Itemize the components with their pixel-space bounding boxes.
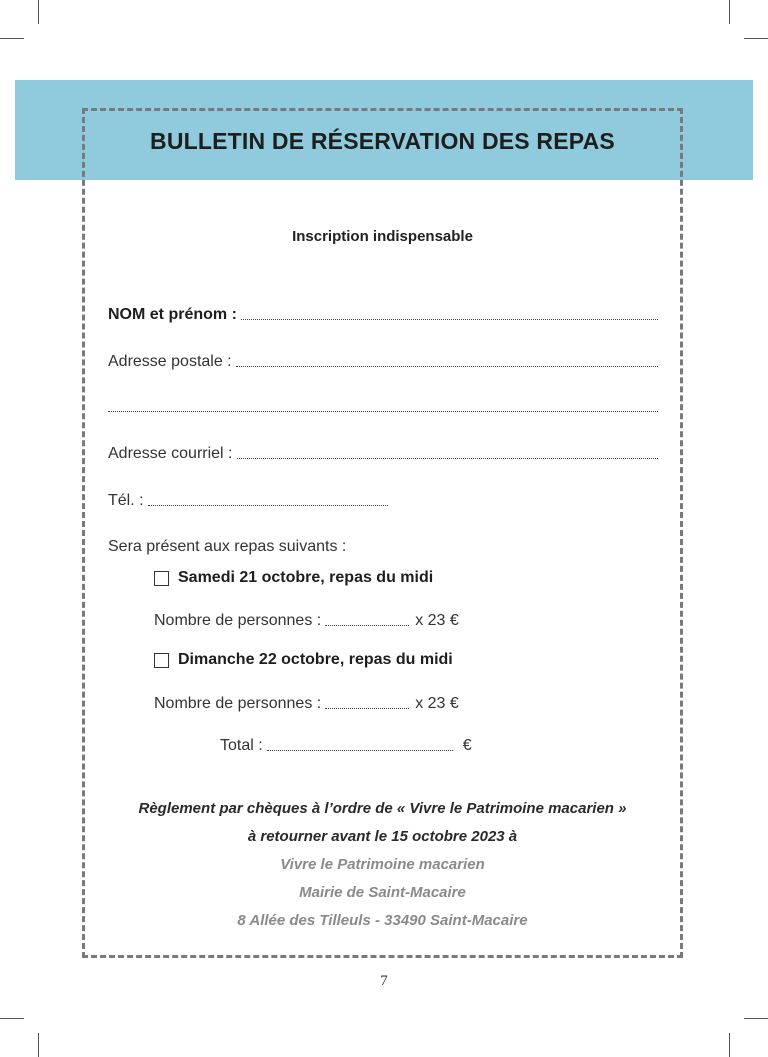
crop-mark	[729, 1033, 730, 1057]
persons-input-line[interactable]	[325, 708, 409, 709]
persons-input-line[interactable]	[325, 625, 409, 626]
address-field[interactable]	[108, 349, 658, 371]
meal-option-sunday[interactable]	[154, 651, 453, 669]
meals-intro: Sera présent aux repas suivants :	[108, 538, 347, 555]
persons-label: Nombre de personnes :	[154, 612, 322, 629]
total-input-line[interactable]	[267, 750, 453, 751]
email-field[interactable]	[108, 441, 658, 463]
total-row	[220, 733, 472, 755]
crop-mark	[729, 0, 730, 24]
email-label: Adresse courriel :	[108, 445, 233, 462]
page-title: BULLETIN DE RÉSERVATION DES REPAS	[150, 128, 615, 154]
meal-option-saturday[interactable]	[154, 569, 433, 587]
payment-address-3: 8 Allée des Tilleuls - 33490 Saint-Macaire	[237, 912, 528, 929]
name-field[interactable]	[108, 302, 658, 324]
price-label: x 23 €	[415, 612, 459, 629]
page-number: 7	[380, 973, 388, 989]
address-input-line[interactable]	[236, 366, 658, 367]
meal-label: Samedi 21 octobre, repas du midi	[178, 569, 434, 586]
persons-row	[154, 691, 459, 713]
checkbox[interactable]	[154, 571, 169, 586]
crop-mark	[744, 1018, 768, 1019]
address-input-line-2[interactable]	[108, 411, 658, 412]
price-label: x 23 €	[415, 695, 459, 712]
crop-mark	[0, 1018, 24, 1019]
checkbox[interactable]	[154, 653, 169, 668]
name-label: NOM et prénom :	[108, 306, 237, 323]
meal-label: Dimanche 22 octobre, repas du midi	[178, 651, 453, 668]
total-label: Total :	[220, 737, 263, 754]
payment-address-2: Mairie de Saint-Macaire	[299, 884, 466, 901]
name-input-line[interactable]	[241, 319, 658, 320]
subtitle: Inscription indispensable	[292, 228, 473, 245]
crop-mark	[0, 38, 24, 39]
persons-label: Nombre de personnes :	[154, 695, 322, 712]
payment-address-1: Vivre le Patrimoine macarien	[280, 856, 485, 873]
crop-mark	[38, 1033, 39, 1057]
persons-row	[154, 608, 459, 630]
email-input-line[interactable]	[237, 458, 659, 459]
phone-label: Tél. :	[108, 492, 144, 509]
address-label: Adresse postale :	[108, 353, 232, 370]
phone-input-line[interactable]	[148, 505, 388, 506]
payment-line-1: Règlement par chèques à l’ordre de « Vivre le Patrimoine macarien »	[138, 800, 627, 817]
crop-mark	[38, 0, 39, 24]
payment-line-2: à retourner avant le 15 octobre 2023 à	[247, 828, 518, 845]
total-currency: €	[462, 737, 472, 754]
crop-mark	[744, 38, 768, 39]
phone-field[interactable]	[108, 488, 388, 510]
